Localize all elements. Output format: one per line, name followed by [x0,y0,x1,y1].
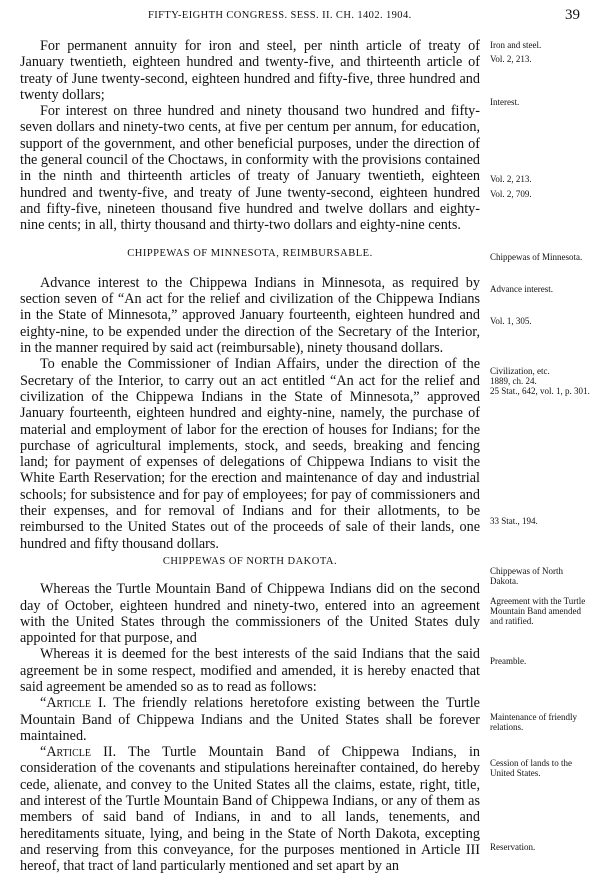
open-quote: “ [40,695,47,712]
margin-note: 33 Stat., 194. [490,516,538,526]
margin-note: Agreement with the Turtle Mountain Band amended and ratified. [490,596,586,626]
margin-note: Maintenance of friendly relations. [490,712,577,732]
margin-note: Advance interest. [490,284,553,294]
paragraph-whereas-agreement: Whereas the Turtle Mountain Band of Chippewa Indians did on the second day of October, eighteen hundred and ninety-two, entered into an agreement with the United States through the commissioners of the United States duly appointed for that purpose, and [20,581,480,647]
paragraph-whereas-amended: Whereas it is deemed for the best interests of the said Indians that the said agreement be in some respect, modified and amended, it is hereby enacted that said agreement be amended so as to read as follows: [20,646,480,695]
paragraph-interest: For interest on three hundred and ninety thousand two hundred and fifty-seven dollars and ninety-two cents, at five per centum per annum, for education, support of the government, and other beneficial purposes, under the direction of the general council of the Choctaws, in conformity with the provisions contained in the ninth and thirteenth articles of treaty of January twentieth, eighteen hundred and twenty-five, and treaty of June twenty-second, eighteen hundred and fifty-five, nineteen thousand five hundred and twelve dollars and eighty-nine cents; in all, thirty thousand and thirty-two dollars and eighty-nine cents. [20,103,480,234]
paragraph-article-one [20,695,480,744]
paragraph-article-two [20,744,480,874]
article-text: The Turtle Mountain Band of Chippewa Indians, in consideration of the covenants and stipulations hereinafter contained, do hereby cede, alienate, and convey to the United States all the claims, estate, right, title, and interest of the Turtle Mountain Band of Chippewa Indians, or any of them as members of said band of Indians, in and to all lands, tenements, and hereditaments situate, lying, and being in the State of North Dakota, excepting and reserving from this conveyance, for the purposes mentioned in Article III hereof, that tract of land particularly mentioned and set apart by an [20,744,480,875]
section-heading-north-dakota: CHIPPEWAS OF NORTH DAKOTA. [162,555,338,567]
article-label: Article I. [46,695,107,712]
margin-note: Vol. 2, 709. [490,189,532,199]
page-number: 39 [565,7,580,23]
paragraph-iron-steel: For permanent annuity for iron and steel, per ninth article of treaty of January twentieth, eighteen hundred and twenty-five, and thirteenth article of treaty of June twenty-second, eighteen hundred and fifty-five, three hundred and twenty dollars; [20,38,480,103]
margin-note: Preamble. [490,656,527,666]
paragraph-advance-interest: Advance interest to the Chippewa Indians in Minnesota, as required by section seven of “An act for the relief and civilization of the Chippewa Indians in the State of Minnesota,” approved January fourteenth, eighteen hundred and eighty-nine, to be expended under the direction of the Secretary of the Interior, in the manner required by said act (reimbursable), ninety thousand dollars. [20,274,480,357]
page-header [0,7,600,27]
section-heading-minnesota: CHIPPEWAS OF MINNESOTA, REIMBURSABLE. [127,247,373,259]
article-text: The friendly relations heretofore existing between the Turtle Mountain Band of Chippewa Indians and the United States shall be forever maintained. [20,695,480,744]
margin-note: 25 Stat., 642, vol. 1, p. 301. [490,386,590,396]
margin-note: Interest. [490,97,520,107]
margin-note: Iron and steel. [490,40,542,50]
article-label: Article II. [46,744,117,761]
margin-note: Vol. 2, 213. [490,174,532,184]
margin-note: Cession of lands to the United States. [490,758,572,778]
main-text [20,38,480,875]
margin-note: Reservation. [490,842,536,852]
margin-note: Vol. 2, 213. [490,54,532,64]
margin-note: Chippewas of Minnesota. [490,252,583,262]
running-head: FIFTY-EIGHTH CONGRESS. SESS. II. CH. 1402. 1904. [148,10,412,21]
margin-note: Vol. 1, 305. [490,316,532,326]
open-quote: “ [40,744,47,761]
margin-note: Civilization, etc. [490,366,550,376]
margin-note: 1889, ch. 24. [490,376,537,386]
paragraph-civilization: To enable the Commissioner of Indian Affairs, under the direction of the Secretary of the Interior, to carry out an act entitled “An act for the relief and civilization of the Chippewa Indians in the State of Minnesota,” approved January fourteenth, eighteen hundred and eighty-nine, namely, the purchase of material and employment of labor for the erection of houses for Indians; for the purchase of agricultural implements, stock, and seeds, breaking and fencing land; for payment of expenses of delegations of Chippewa Indians to visit the White Earth Reservation; for the erection and maintenance of day and industrial schools; for subsistence and for pay of employees; for pay of commissioners and their expenses, and for removal of Indians and for their allotments, to be reimbursed to the United States out of the proceeds of sale of their lands, one hundred and fifty thousand dollars. [20,356,480,552]
margin-note: Chippewas of North Dakota. [490,566,563,586]
